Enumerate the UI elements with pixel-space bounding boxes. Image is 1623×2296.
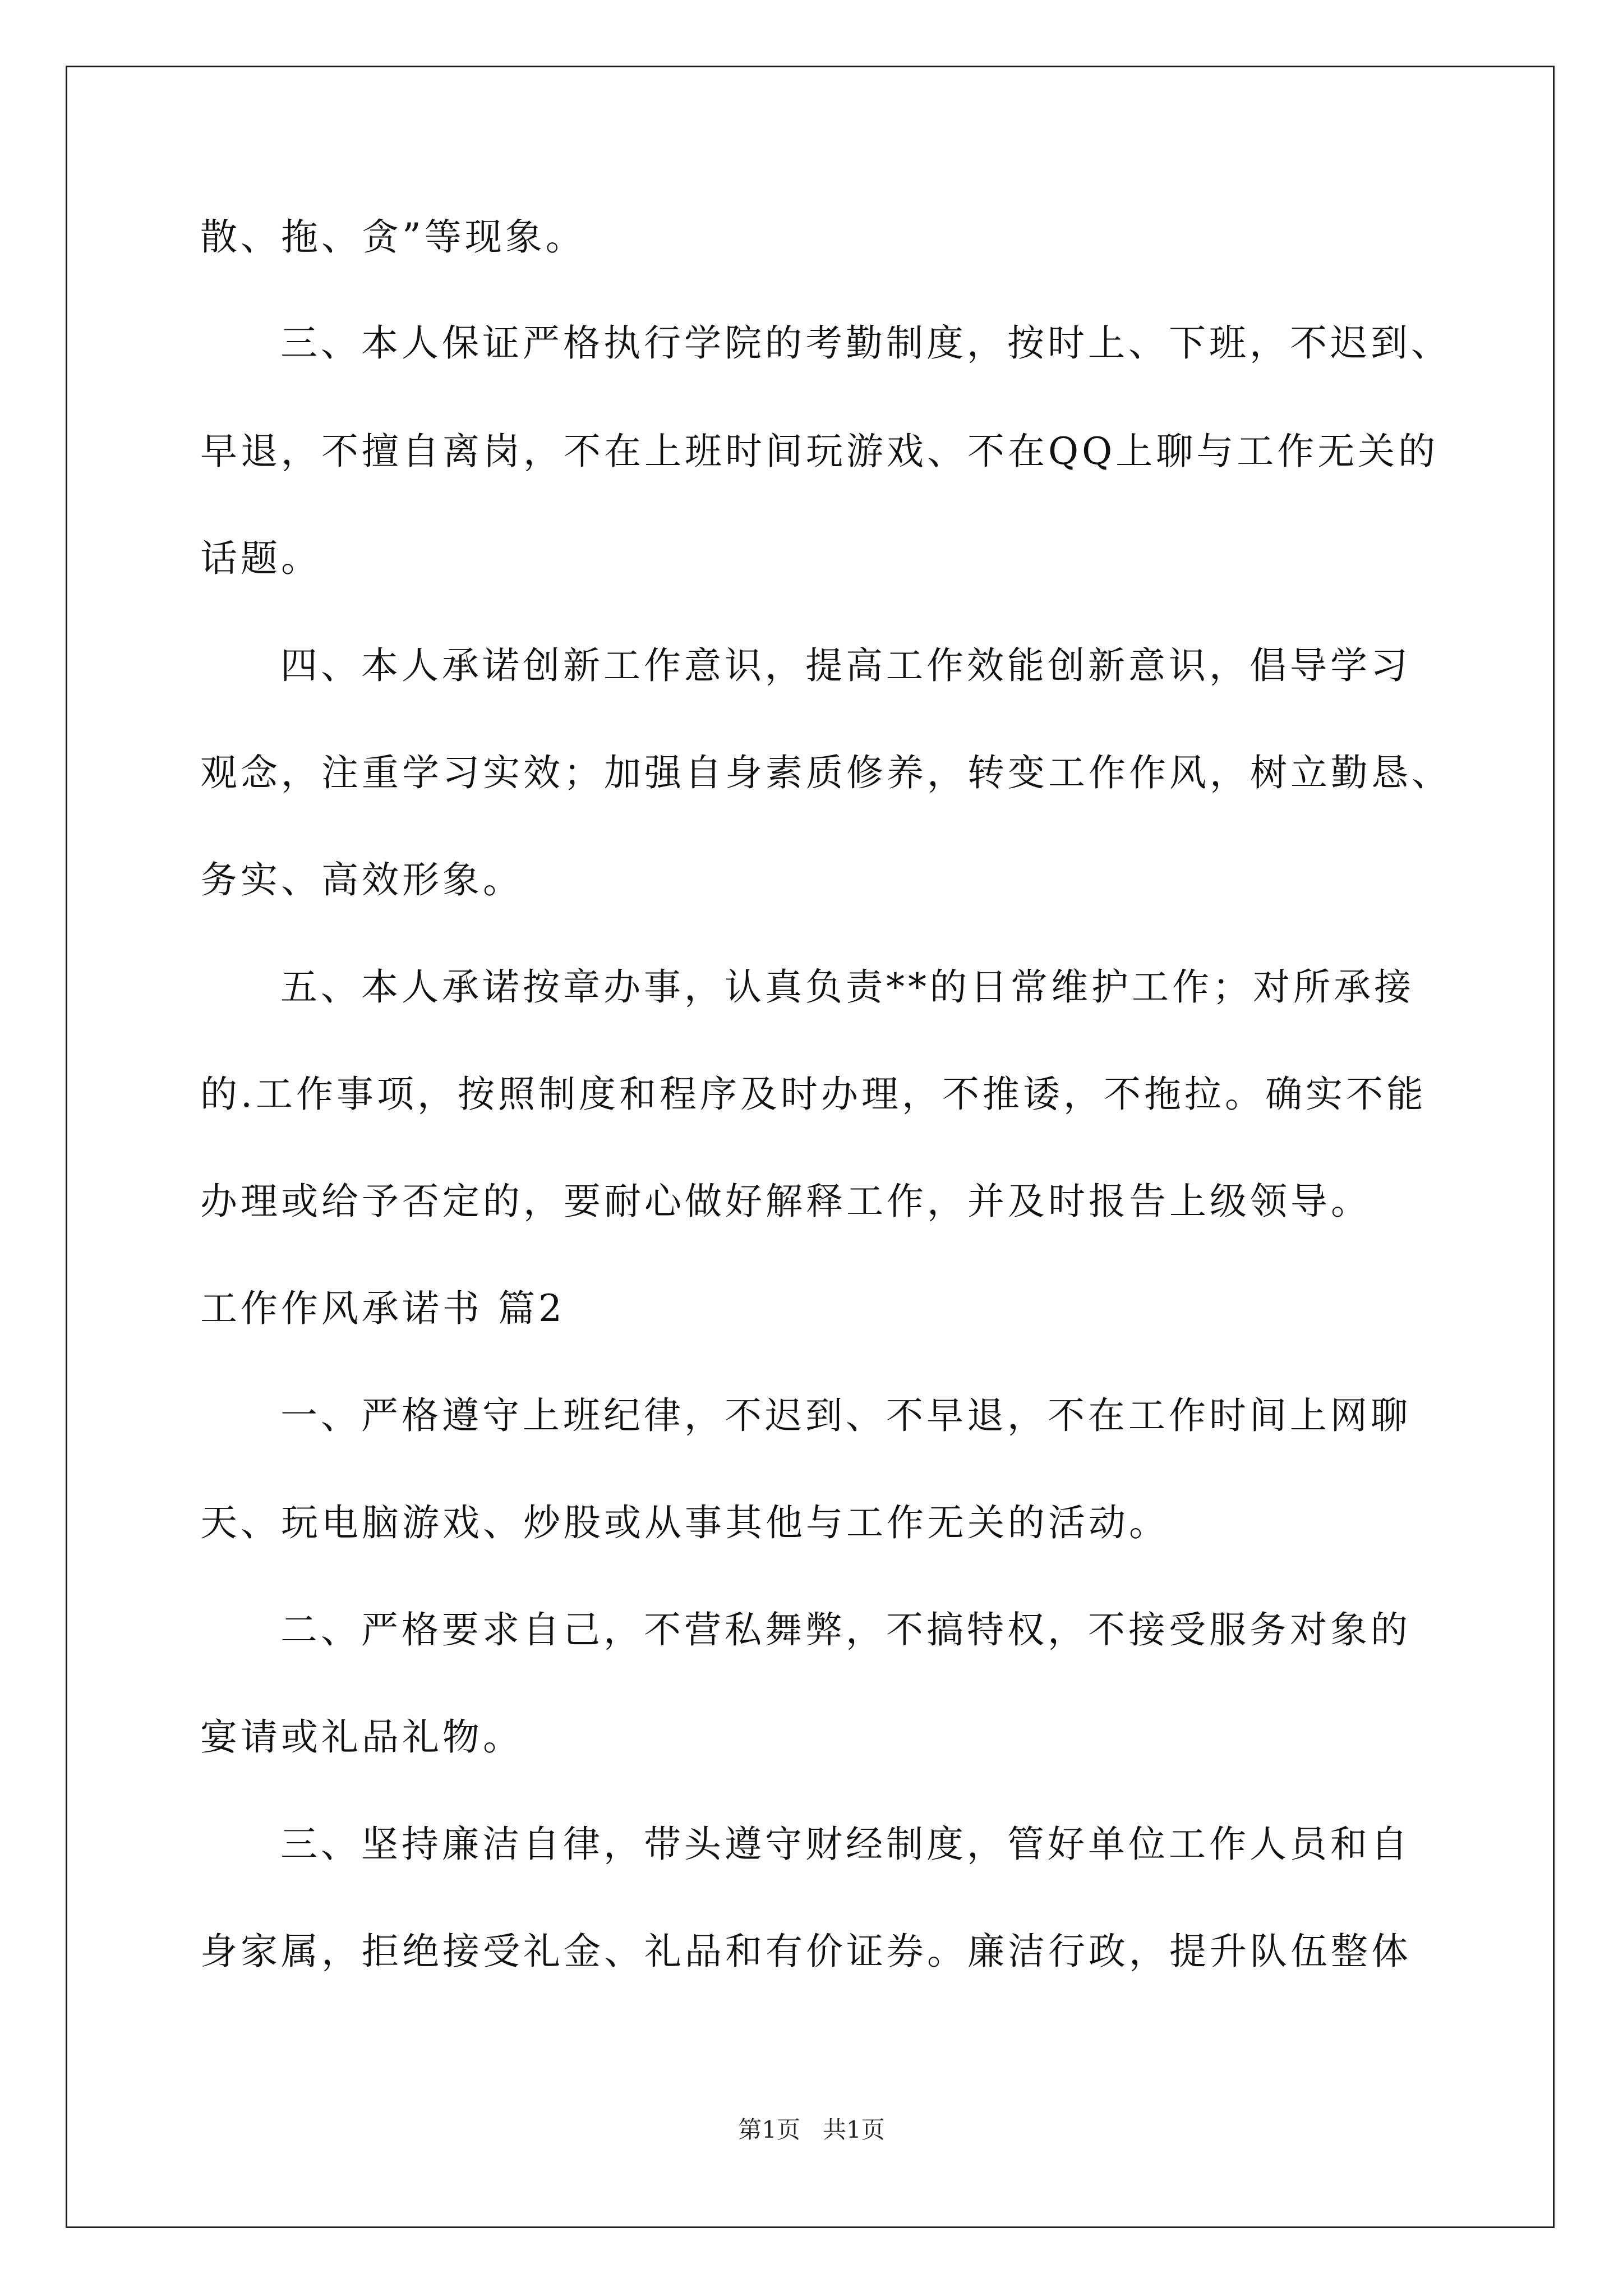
paragraph-line: 三、本人保证严格执行学院的考勤制度，按时上、下班，不迟到、 (280, 321, 1451, 365)
paragraph-line: 话题。 (200, 537, 321, 580)
paragraph-line: 四、本人承诺创新工作意识，提高工作效能创新意识，倡导学习 (280, 644, 1411, 687)
paragraph-line: 观念，注重学习实效；加强自身素质修养，转变工作作风，树立勤恳、 (200, 751, 1452, 794)
paragraph-line: 三、坚持廉洁自律，带头遵守财经制度，管好单位工作人员和自 (280, 1823, 1411, 1866)
paragraph-line: 天、玩电脑游戏、炒股或从事其他与工作无关的活动。 (200, 1501, 1169, 1544)
paragraph-line: 五、本人承诺按章办事，认真负责**的日常维护工作；对所承接 (280, 965, 1414, 1009)
paragraph-line: 一、严格遵守上班纪律，不迟到、不早退，不在工作时间上网聊 (280, 1394, 1411, 1437)
paragraph-line: 办理或给予否定的，要耐心做好解释工作，并及时报告上级领导。 (200, 1180, 1371, 1223)
page-frame (66, 66, 1555, 2228)
paragraph-line: 二、严格要求自己，不营私舞弊，不搞特权，不接受服务对象的 (280, 1608, 1411, 1651)
section-heading: 工作作风承诺书 篇2 (200, 1287, 565, 1330)
paragraph-line: 宴请或礼品礼物。 (200, 1715, 523, 1759)
paragraph-line: 散、拖、贪”等现象。 (200, 215, 586, 259)
paragraph-line: 务实、高效形象。 (200, 858, 523, 901)
page-number-footer: 第1页 共1页 (738, 2116, 885, 2143)
paragraph-line: 的.工作事项，按照制度和程序及时办理，不推诿，不拖拉。确实不能 (200, 1073, 1427, 1116)
paragraph-line: 早退，不擅自离岗，不在上班时间玩游戏、不在QQ上聊与工作无关的 (200, 430, 1439, 473)
paragraph-line: 身家属，拒绝接受礼金、礼品和有价证券。廉洁行政，提升队伍整体 (200, 1930, 1412, 1973)
